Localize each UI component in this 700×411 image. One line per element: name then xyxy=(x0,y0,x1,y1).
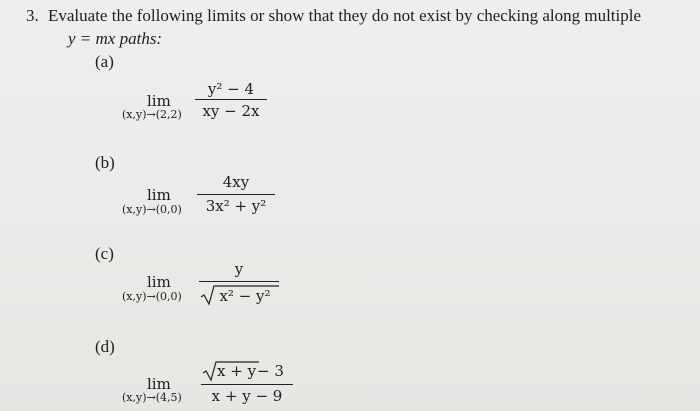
fraction-c-bar xyxy=(199,281,279,282)
fraction-d-denominator: x + y − 9 xyxy=(211,387,283,405)
fraction-c-denominator-radicand: x² − y² xyxy=(219,287,271,305)
question-number: 3. xyxy=(26,6,39,25)
lim-a-word: lim xyxy=(147,92,171,110)
lim-c-approach: (x,y)→(0,0) xyxy=(122,290,182,303)
part-c-label: (c) xyxy=(95,244,114,263)
lim-c-word: lim xyxy=(147,273,171,291)
question-text-line2 xyxy=(68,29,162,49)
fraction-d-numerator-rest: − 3 xyxy=(257,362,284,380)
fraction-a-bar xyxy=(195,99,267,100)
lim-a-approach: (x,y)→(2,2) xyxy=(122,108,182,121)
fraction-b-numerator: 4xy xyxy=(222,173,250,191)
lim-b-word: lim xyxy=(147,186,171,204)
fraction-b-denominator: 3x² + y² xyxy=(205,197,267,215)
fraction-c-numerator: y xyxy=(234,260,244,278)
part-b-label: (b) xyxy=(95,153,115,172)
fraction-a-denominator: xy − 2x xyxy=(202,102,260,120)
question-text-line1: Evaluate the following limits or show that they do not exist by checking along multiple xyxy=(48,6,642,25)
question-text-line2-content: y = mx paths: xyxy=(68,29,163,48)
lim-d-approach: (x,y)→(4,5) xyxy=(122,391,182,404)
part-d-label: (d) xyxy=(95,337,115,356)
fraction-d-numerator-radicand: x + y xyxy=(217,362,257,380)
fraction-b-bar xyxy=(197,194,275,195)
lim-d-word: lim xyxy=(147,375,171,393)
part-a-label: (a) xyxy=(95,52,114,71)
lim-b-approach: (x,y)→(0,0) xyxy=(122,203,182,216)
fraction-a-numerator: y² − 4 xyxy=(207,80,255,98)
fraction-d-bar xyxy=(201,384,293,385)
